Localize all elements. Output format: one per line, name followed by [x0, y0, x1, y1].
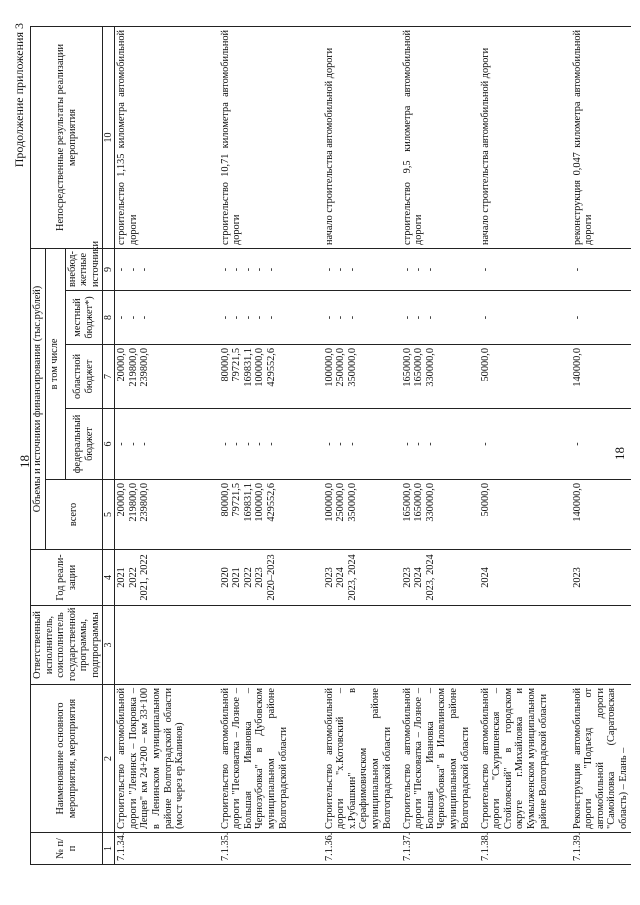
local-budget-value: -: [231, 315, 243, 320]
local-budget: [401, 291, 479, 345]
extra-budget: [323, 248, 401, 290]
regional-budget-value: 20000,0: [116, 348, 128, 382]
executor: [571, 606, 631, 685]
row-number: 7.1.34.: [115, 833, 219, 865]
federal-budget-value: -: [571, 442, 583, 446]
column-number-row: [103, 26, 115, 864]
activity-name: Строительство автомобильной дороги "х.Котовский – х.Рубашкин" в Серафимовичском муниципальном районе Волгоградской области: [323, 685, 401, 833]
federal-budget: [219, 409, 323, 480]
regional-budget: [219, 345, 323, 409]
federal-budget: [571, 409, 631, 480]
header-year: Год реали-зации: [31, 550, 103, 606]
regional-budget: [323, 345, 401, 409]
federal-budget-value: -: [323, 442, 335, 446]
table-row: [219, 26, 323, 864]
header-total: всего: [45, 480, 103, 550]
executor: [115, 606, 219, 685]
total: [401, 480, 479, 550]
year: [479, 550, 571, 606]
local-budget-value: -: [323, 315, 335, 320]
activity-name: Строительство автомобильной дороги "Ленинск – Покровка – Лещев" км 24+200 – км 33+100 в Ленинском муниципальном районе Волгоградской области (мост через ер.Калинов): [115, 685, 219, 833]
executor: [219, 606, 323, 685]
federal-budget-value: -: [266, 442, 277, 446]
regional-budget-value: 100000,0: [323, 348, 335, 387]
year-value: 2021: [116, 567, 128, 588]
local-budget-value: -: [424, 315, 436, 320]
federal-budget-value: -: [242, 442, 254, 446]
column-number: 2: [103, 685, 115, 833]
table-row: [323, 26, 401, 864]
regional-budget-value: 79721,5: [231, 348, 243, 382]
local-budget-value: -: [254, 315, 266, 320]
local-budget-value: -: [335, 315, 347, 320]
header-local: местный бюджет*): [65, 291, 103, 345]
federal-budget-value: -: [413, 442, 425, 446]
year: [323, 550, 401, 606]
total: [219, 480, 323, 550]
header-regional: областной бюджет: [65, 345, 103, 409]
extra-budget: [571, 248, 631, 290]
federal-budget-value: -: [401, 442, 413, 446]
extra-budget: [479, 248, 571, 290]
total-value: 140000,0: [571, 483, 583, 522]
total-value: 165000,0: [401, 483, 413, 522]
result: начало строительства автомобильной дороги: [479, 26, 571, 248]
column-number: 9: [103, 248, 115, 290]
year-value: 2023: [254, 567, 266, 588]
result: начало строительства автомобильной дороги: [323, 26, 401, 248]
activity-name: Реконструкция автомобильной дороги "Подъезд от автомобильной дороги "Самойловка (Саратовская область) – Елань –: [571, 685, 631, 833]
page-number-margin: 18: [17, 455, 32, 468]
federal-budget-value: -: [139, 442, 151, 446]
extra-budget-value: -: [219, 267, 231, 272]
total-value: 429552,6: [266, 483, 277, 522]
table-row: [479, 26, 571, 864]
total-value: 219800,0: [127, 483, 139, 522]
year-value: 2023, 2024: [346, 554, 358, 601]
year: [115, 550, 219, 606]
regional-budget-value: 165000,0: [413, 348, 425, 387]
year-value: 2020–2023: [266, 554, 277, 601]
regional-budget-value: 330000,0: [424, 348, 436, 387]
funding-table: [30, 26, 631, 865]
column-number: 1: [103, 833, 115, 865]
column-number: 3: [103, 606, 115, 685]
column-number: 7: [103, 345, 115, 409]
result: реконструкция 0,047 километра автомобильной дороги: [571, 26, 631, 248]
activity-name: Строительство автомобильной дороги "Песковатка – Лозное – Большая Ивановка – Чернозубовка" в Дубовском муниципальном районе Волгоградской области: [219, 685, 323, 833]
extra-budget-value: -: [254, 267, 266, 272]
column-number: 6: [103, 409, 115, 480]
header-executor: Ответственный исполнитель, соисполнитель государственной программы, подпрограммы: [31, 606, 103, 685]
local-budget-value: -: [139, 315, 151, 320]
local-budget: [479, 291, 571, 345]
total-value: 169831,1: [242, 483, 254, 522]
executor: [479, 606, 571, 685]
column-number: 10: [103, 26, 115, 248]
federal-budget: [323, 409, 401, 480]
extra-budget: [401, 248, 479, 290]
total-value: 330000,0: [424, 483, 436, 522]
local-budget-value: -: [346, 315, 358, 320]
local-budget: [571, 291, 631, 345]
year-value: 2024: [479, 567, 491, 588]
extra-budget: [115, 248, 219, 290]
regional-budget: [479, 345, 571, 409]
local-budget-value: -: [401, 315, 413, 320]
extra-budget-value: -: [127, 267, 139, 272]
local-budget-value: -: [127, 315, 139, 320]
year-value: 2023: [401, 567, 413, 588]
activity-name: Строительство автомобильной дороги "Песковатка – Лозное – Большая Ивановка – Чернозубовка" в Иловлинском муниципальном районе Волгоградской области: [401, 685, 479, 833]
total-value: 165000,0: [413, 483, 425, 522]
regional-budget-value: 239800,0: [139, 348, 151, 387]
activity-name: Строительство автомобильной дороги "Скуришенская – Стойловский" в городском округе г.Михайловка и Кумылженском муниципальном районе Волгоградской области: [479, 685, 571, 833]
extra-budget-value: -: [231, 267, 243, 272]
total-value: 100000,0: [323, 483, 335, 522]
header-incl: в том числе: [45, 248, 65, 479]
year: [219, 550, 323, 606]
year-value: 2022: [242, 567, 254, 588]
total: [323, 480, 401, 550]
regional-budget-value: 80000,0: [219, 348, 231, 382]
regional-budget-value: 219800,0: [127, 348, 139, 387]
header-extra: внебюд-жетные источники: [65, 248, 103, 290]
year-value: 2023: [323, 567, 335, 588]
column-number: 4: [103, 550, 115, 606]
row-number: 7.1.37.: [401, 833, 479, 865]
header-federal: федеральный бюджет: [65, 409, 103, 480]
table-row: [571, 26, 631, 864]
total-value: 79721,5: [231, 483, 243, 517]
local-budget: [115, 291, 219, 345]
column-number: 5: [103, 480, 115, 550]
extra-budget-value: -: [266, 267, 277, 272]
header-no: № п/п: [31, 833, 103, 865]
year-value: 2022: [127, 567, 139, 588]
total-value: 20000,0: [116, 483, 128, 517]
year-value: 2021, 2022: [139, 554, 151, 601]
local-budget-value: -: [413, 315, 425, 320]
federal-budget-value: -: [254, 442, 266, 446]
bottom-page-number: 18: [612, 447, 627, 460]
continuation-label: Продолжение приложения 3: [12, 23, 26, 168]
extra-budget-value: -: [479, 267, 491, 272]
year: [401, 550, 479, 606]
regional-budget: [401, 345, 479, 409]
total-value: 100000,0: [254, 483, 266, 522]
year-value: 2023, 2024: [424, 554, 436, 601]
regional-budget-value: 429552,6: [266, 348, 277, 387]
extra-budget-value: -: [335, 267, 347, 272]
local-budget: [323, 291, 401, 345]
local-budget-value: -: [219, 315, 231, 320]
federal-budget-value: -: [424, 442, 436, 446]
extra-budget-value: -: [424, 267, 436, 272]
table-body: [115, 26, 631, 864]
federal-budget-value: -: [127, 442, 139, 446]
result: строительство 9,5 километра автомобильной дороги: [401, 26, 479, 248]
year-value: 2020: [219, 567, 231, 588]
year: [571, 550, 631, 606]
extra-budget-value: -: [571, 267, 583, 272]
federal-budget-value: -: [479, 442, 491, 446]
result: строительство 10,71 километра автомобильной дороги: [219, 26, 323, 248]
result: строительство 1,135 километра автомобильной дороги: [115, 26, 219, 248]
regional-budget: [115, 345, 219, 409]
extra-budget-value: -: [323, 267, 335, 272]
regional-budget-value: 169831,1: [242, 348, 254, 387]
year-value: 2021: [231, 567, 243, 588]
regional-budget-value: 350000,0: [346, 348, 358, 387]
regional-budget-value: 250000,0: [335, 348, 347, 387]
extra-budget-value: -: [413, 267, 425, 272]
total-value: 239800,0: [139, 483, 151, 522]
total-value: 50000,0: [479, 483, 491, 517]
total-value: 350000,0: [346, 483, 358, 522]
table-row: [115, 26, 219, 864]
table-row: [401, 26, 479, 864]
header-funding: Объемы и источники финансирования (тыс.рублей): [31, 248, 46, 549]
local-budget-value: -: [571, 315, 583, 320]
year-value: 2023: [571, 567, 583, 588]
local-budget-value: -: [242, 315, 254, 320]
extra-budget-value: -: [401, 267, 413, 272]
extra-budget-value: -: [116, 267, 128, 272]
executor: [323, 606, 401, 685]
regional-budget-value: 100000,0: [254, 348, 266, 387]
executor: [401, 606, 479, 685]
extra-budget-value: -: [139, 267, 151, 272]
federal-budget: [479, 409, 571, 480]
row-number: 7.1.38.: [479, 833, 571, 865]
federal-budget-value: -: [116, 442, 128, 446]
local-budget-value: -: [266, 315, 277, 320]
federal-budget-value: -: [231, 442, 243, 446]
regional-budget-value: 140000,0: [571, 348, 583, 387]
federal-budget-value: -: [346, 442, 358, 446]
total: [479, 480, 571, 550]
year-value: 2024: [413, 567, 425, 588]
extra-budget-value: -: [346, 267, 358, 272]
federal-budget-value: -: [219, 442, 231, 446]
regional-budget: [571, 345, 631, 409]
total-value: 80000,0: [219, 483, 231, 517]
year-value: 2024: [335, 567, 347, 588]
regional-budget-value: 50000,0: [479, 348, 491, 382]
regional-budget-value: 165000,0: [401, 348, 413, 387]
total: [115, 480, 219, 550]
header-result: Непосредственные результаты реализации мероприятия: [31, 26, 103, 248]
total: [571, 480, 631, 550]
header-name: Наименование основного мероприятия, мероприятия: [31, 685, 103, 833]
extra-budget-value: -: [242, 267, 254, 272]
federal-budget: [401, 409, 479, 480]
column-number: 8: [103, 291, 115, 345]
local-budget: [219, 291, 323, 345]
local-budget-value: -: [116, 315, 128, 320]
local-budget-value: -: [479, 315, 491, 320]
row-number: 7.1.35.: [219, 833, 323, 865]
federal-budget: [115, 409, 219, 480]
row-number: 7.1.39.: [571, 833, 631, 865]
row-number: 7.1.36.: [323, 833, 401, 865]
federal-budget-value: -: [335, 442, 347, 446]
extra-budget: [219, 248, 323, 290]
total-value: 250000,0: [335, 483, 347, 522]
